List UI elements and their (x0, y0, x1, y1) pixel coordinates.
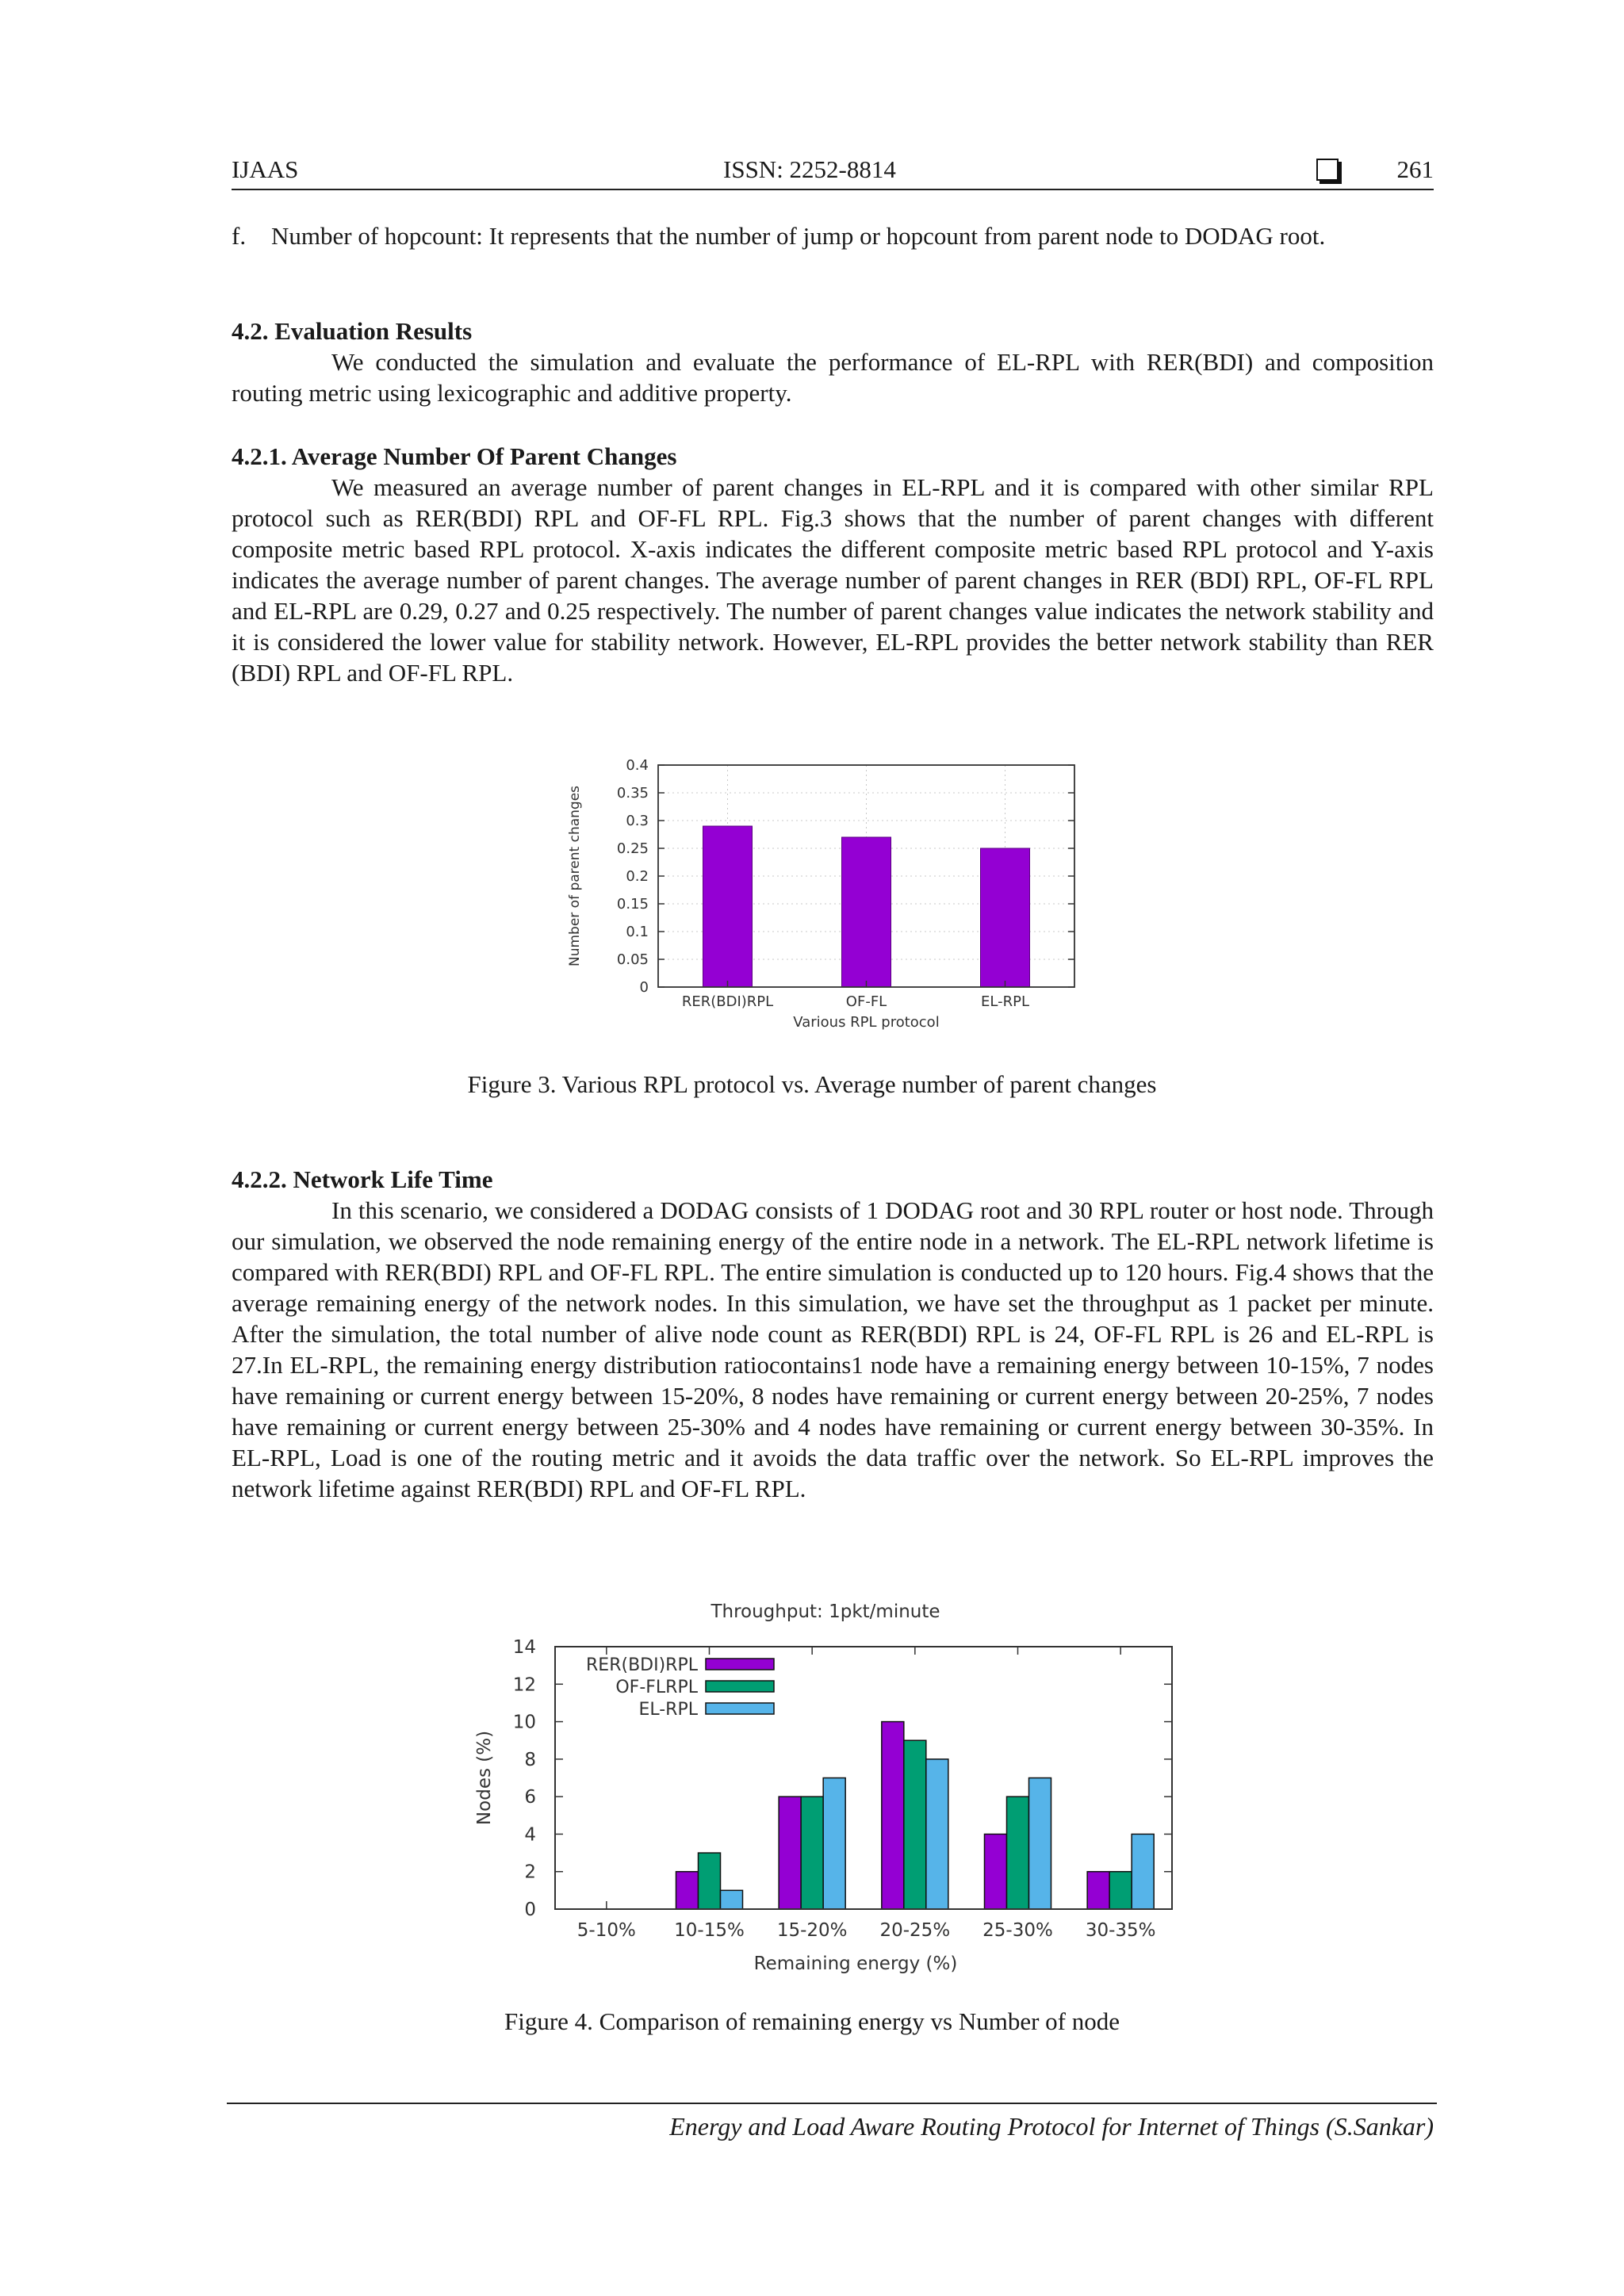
x-axis-label: Various RPL protocol (793, 1014, 940, 1031)
y-tick-label: 0.15 (616, 896, 649, 913)
list-marker: f. (232, 222, 247, 250)
figure-3-chart (555, 757, 1094, 1043)
legend-label: EL-RPL (638, 1700, 698, 1720)
section-4-2 (232, 316, 1434, 408)
figure-3-caption: Figure 3. Various RPL protocol vs. Average number of parent changes (467, 1070, 1157, 1098)
bar (985, 1834, 1007, 1909)
checkbox-square-icon (1316, 159, 1339, 181)
y-tick-label: 0.4 (626, 757, 649, 774)
bar (926, 1759, 948, 1909)
bar (904, 1740, 926, 1909)
figure-4-chart (452, 1590, 1189, 1994)
section-paragraph: We measured an average number of parent changes in EL-RPL and it is compared with other similar RPL protocol such as RER(BDI) RPL and OF-FL RPL. Fig.3 shows that the number of parent changes with different composite metric based RPL protocol. X-axis indicates the different composite metric based RPL protocol and Y-axis indicates the average number of parent changes. The average number of parent changes in RER (BDI) RPL, OF-FL RPL and EL-RPL are 0.29, 0.27 and 0.25 respectively. The number of parent changes value indicates the network stability and it is considered the lower value for stability network. However, EL-RPL provides the better network stability than RER (BDI) RPL and OF-FL RPL. (232, 473, 1434, 687)
bar (1132, 1834, 1154, 1909)
list-item-f (232, 220, 1434, 251)
list-item-text: Number of hopcount: It represents that the number of jump or hopcount from parent node to DODAG root. (271, 222, 1326, 250)
x-tick-label: 30-35% (1085, 1920, 1156, 1941)
page-header (232, 152, 1434, 190)
bar (981, 848, 1030, 987)
x-tick-label: 25-30% (982, 1920, 1053, 1941)
section-paragraph: In this scenario, we considered a DODAG consists of 1 DODAG root and 30 RPL router or host node. Through our simulation, we observed the node remaining energy of the entire node in a network. The EL-RPL network lifetime is compared with RER(BDI) RPL and OF-FL RPL. The entire simulation is conducted up to 120 hours. Fig.4 shows that the average remaining energy of the network nodes. In this simulation, we have set the throughput as 1 packet per minute. After the simulation, the total number of alive node count as RER(BDI) RPL is 24, OF-FL RPL is 26 and EL-RPL is 27.In EL-RPL, the remaining energy distribution ratiocontains1 node have a remaining energy between 10-15%, 7 nodes have remaining or current energy between 15-20%, 8 nodes have remaining or current energy between 20-25%, 7 nodes have remaining or current energy between 25-30% and 4 nodes have remaining or current energy between 30-35%. In EL-RPL, Load is one of the routing metric and it avoids the data traffic over the network. So EL-RPL improves the network lifetime against RER(BDI) RPL and OF-FL RPL. (232, 1196, 1434, 1502)
x-tick-label: OF-FL (845, 993, 887, 1010)
y-tick-label: 12 (512, 1674, 536, 1696)
section-paragraph: We conducted the simulation and evaluate the performance of EL-RPL with RER(BDI) and composition routing metric using lexicographic and additive property. (232, 348, 1434, 407)
y-tick-label: 10 (512, 1712, 536, 1733)
y-tick-label: 0.2 (626, 868, 649, 885)
y-tick-label: 4 (524, 1824, 536, 1846)
x-tick-label: RER(BDI)RPL (681, 993, 774, 1010)
y-axis-label: Number of parent changes (567, 785, 583, 967)
y-tick-label: 2 (524, 1862, 536, 1883)
x-axis-label: Remaining energy (%) (753, 1954, 958, 1974)
legend-swatch (706, 1659, 774, 1670)
bar (842, 837, 891, 987)
x-tick-label: 10-15% (674, 1920, 745, 1941)
section-heading: 4.2.2. Network Life Time (232, 1165, 493, 1193)
page-footer: Energy and Load Aware Routing Protocol for Internet of Things (S.Sankar) (669, 2112, 1434, 2141)
y-tick-label: 0.3 (626, 813, 649, 829)
bar (1007, 1797, 1029, 1909)
section-4-2-2 (232, 1164, 1434, 1504)
bar (1087, 1872, 1109, 1909)
y-tick-label: 6 (524, 1787, 536, 1808)
issn: ISSN: 2252-8814 (723, 155, 896, 183)
bar (703, 826, 753, 987)
bar (823, 1778, 845, 1910)
page-number: 261 (1396, 155, 1434, 183)
section-4-2-1 (232, 441, 1434, 688)
y-tick-label: 0.25 (616, 840, 649, 857)
footer-rule (227, 2103, 1437, 2104)
x-tick-label: 5-10% (576, 1920, 636, 1941)
bar (882, 1722, 904, 1909)
bar (779, 1797, 801, 1909)
section-heading: 4.2. Evaluation Results (232, 317, 473, 345)
y-tick-label: 0 (639, 979, 649, 996)
chart-title: Throughput: 1pkt/minute (710, 1601, 940, 1622)
legend-label: OF-FLRPL (615, 1678, 698, 1697)
y-tick-label: 0.35 (616, 785, 649, 802)
bar (1029, 1778, 1051, 1910)
x-tick-label: 15-20% (776, 1920, 848, 1941)
legend-swatch (706, 1681, 774, 1692)
y-tick-label: 8 (524, 1749, 536, 1770)
x-tick-label: EL-RPL (981, 993, 1029, 1010)
y-tick-label: 0 (524, 1900, 536, 1920)
y-axis-label: Nodes (%) (474, 1730, 495, 1826)
y-tick-label: 14 (512, 1637, 536, 1658)
y-tick-label: 0.1 (626, 924, 649, 940)
bar (676, 1872, 699, 1909)
bar (721, 1890, 743, 1909)
y-tick-label: 0.05 (616, 951, 649, 968)
bar (1109, 1872, 1132, 1909)
figure-4-caption: Figure 4. Comparison of remaining energy vs Number of node (504, 2007, 1120, 2035)
x-tick-label: 20-25% (879, 1920, 951, 1941)
bar (699, 1853, 721, 1909)
legend-label: RER(BDI)RPL (586, 1655, 698, 1675)
bar (801, 1797, 823, 1909)
journal-name: IJAAS (232, 155, 299, 183)
section-heading: 4.2.1. Average Number Of Parent Changes (232, 442, 677, 470)
legend-swatch (706, 1703, 774, 1714)
